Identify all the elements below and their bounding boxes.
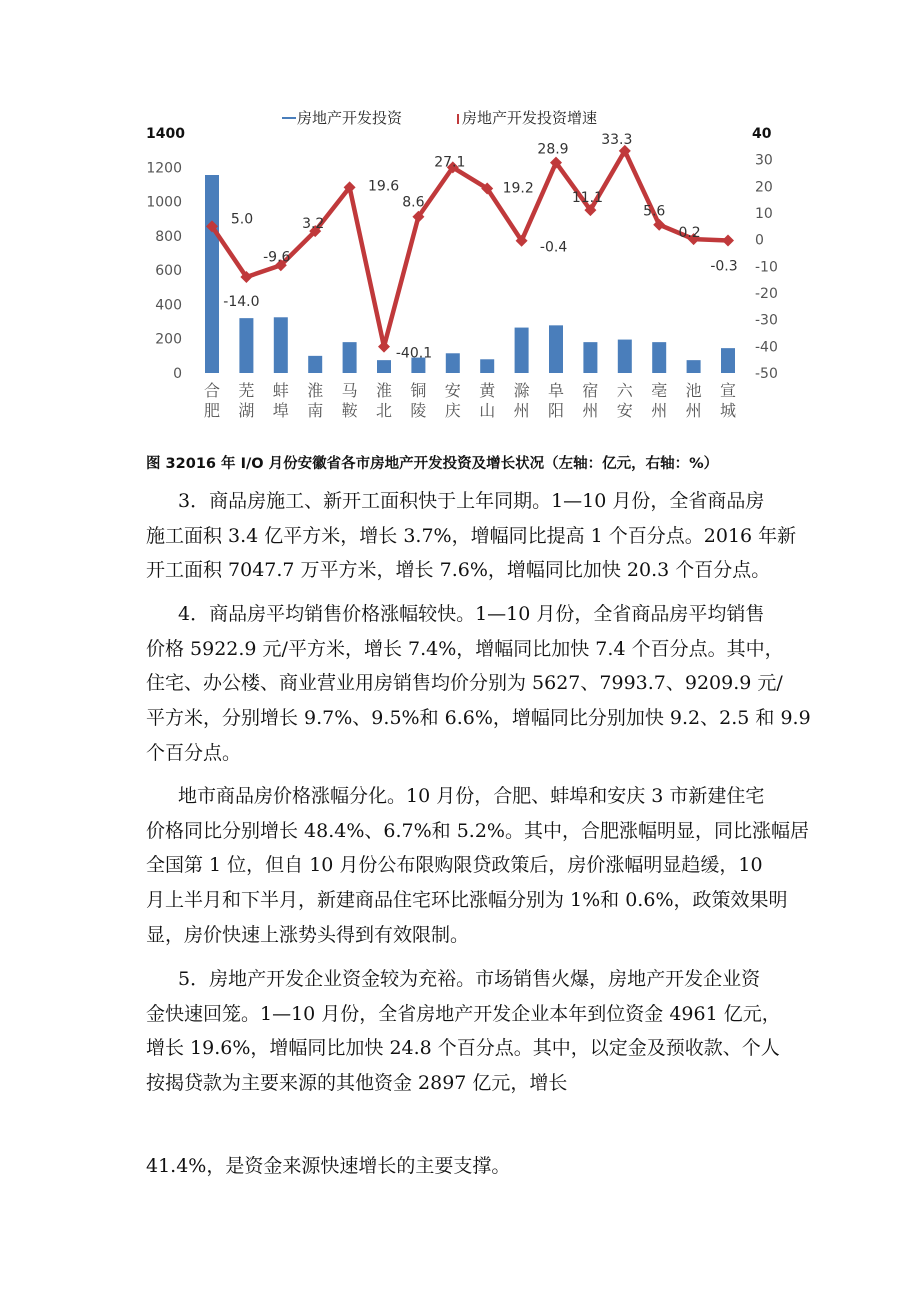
figure-caption: 图 32016 年 I/O 月份安徽省各市房地产开发投资及增长状况（左轴：亿元，右轴：%） xyxy=(146,456,719,472)
line-point xyxy=(722,234,734,246)
paragraph-line: 3．商品房施工、新开工面积快于上年同期。1—10 月份，全省商品房 xyxy=(178,490,765,512)
paragraph-5 xyxy=(146,962,790,1101)
bar xyxy=(343,342,357,373)
chart-legend xyxy=(282,109,597,127)
data-label: 28.9 xyxy=(537,141,569,158)
right-tick-label: 40 xyxy=(752,126,772,142)
data-label: -0.3 xyxy=(710,258,738,275)
bar xyxy=(274,317,288,373)
bar xyxy=(377,360,391,373)
right-tick-label: 0 xyxy=(755,232,764,249)
category-label: 淮北 xyxy=(375,381,393,420)
data-label: -14.0 xyxy=(223,294,260,310)
data-label: 19.2 xyxy=(502,180,534,197)
left-tick-label: 200 xyxy=(155,331,182,348)
paragraph-line: 平方米，分别增长 9.7%、9.5%和 6.6%，增幅同比分别加快 9.2、2.5 和 9.9 xyxy=(146,707,811,730)
left-axis xyxy=(146,126,185,382)
left-tick-label: 400 xyxy=(155,297,182,314)
bar xyxy=(515,328,529,373)
right-tick-label: -10 xyxy=(755,259,778,276)
paragraph-3 xyxy=(146,484,797,588)
left-tick-label: 800 xyxy=(155,228,182,245)
bar xyxy=(549,325,563,373)
legend-line-label: 房地产开发投资增速 xyxy=(462,109,598,127)
paragraph-line: 金快速回笼。1—10 月份，全省房地产开发企业本年到位资金 4961 亿元， xyxy=(146,1002,781,1025)
bar xyxy=(583,342,597,373)
paragraph-line: 地市商品房价格涨幅分化。10 月份，合肥、蚌埠和安庆 3 市新建住宅 xyxy=(178,785,765,807)
data-label: 5.6 xyxy=(643,203,666,220)
bar xyxy=(239,318,253,373)
category-label: 铜陵 xyxy=(410,381,427,420)
paragraph-line: 按揭贷款为主要来源的其他资金 2897 亿元，增长 xyxy=(146,1072,568,1095)
category-label: 蚌埠 xyxy=(272,381,289,420)
paragraph-line: 显，房价快速上涨势头得到有效限制。 xyxy=(146,923,470,946)
category-label: 黄山 xyxy=(479,381,496,420)
left-tick-label: 1000 xyxy=(146,194,182,211)
category-label: 马鞍 xyxy=(341,381,358,420)
left-tick-label: 600 xyxy=(155,263,182,280)
bar xyxy=(308,356,322,373)
right-tick-label: 20 xyxy=(755,179,773,196)
bar xyxy=(652,342,666,373)
data-label: 8.6 xyxy=(402,194,425,211)
investment-chart xyxy=(0,0,920,440)
data-label: 27.1 xyxy=(434,154,466,171)
bar xyxy=(618,340,632,373)
category-label: 宿州 xyxy=(582,381,599,420)
paragraph-line: 价格 5922.9 元/平方米，增长 7.4%，增幅同比加快 7.4 个百分点。其中， xyxy=(146,637,784,660)
data-label: 33.3 xyxy=(601,131,633,148)
data-label: 3.2 xyxy=(302,216,325,233)
legend-bar-label: 房地产开发投资 xyxy=(297,109,403,127)
category-axis xyxy=(204,381,736,420)
data-label: 19.6 xyxy=(368,178,400,195)
category-label: 安庆 xyxy=(444,381,461,420)
paragraph-line: 施工面积 3.4 亿平方米，增长 3.7%，增幅同比提高 1 个百分点。2016 年新 xyxy=(146,524,797,547)
paragraph-line: 增长 19.6%，增幅同比加快 24.8 个百分点。其中，以定金及预收款、个人 xyxy=(146,1037,780,1060)
bar xyxy=(205,175,219,373)
category-label: 阜阳 xyxy=(547,381,565,420)
data-label: -40.1 xyxy=(395,345,433,362)
right-tick-label: -40 xyxy=(755,339,778,356)
left-tick-label: 1400 xyxy=(146,126,185,142)
data-label: -9.6 xyxy=(263,249,291,266)
data-label: 5.0 xyxy=(230,211,254,228)
paragraph-4 xyxy=(146,597,811,771)
right-tick-label: 10 xyxy=(755,206,773,222)
right-axis xyxy=(752,126,778,382)
paragraph-line: 4．商品房平均销售价格涨幅较快。1—10 月份，全省商品房平均销售 xyxy=(178,603,765,625)
paragraph-line: 41.4%，是资金来源快速增长的主要支撑。 xyxy=(146,1155,511,1177)
data-label: 0.2 xyxy=(678,225,701,242)
bar xyxy=(721,348,735,373)
paragraph-line: 5．房地产开发企业资金较为充裕。市场销售火爆，房地产开发企业资 xyxy=(178,968,761,990)
category-label: 淮南 xyxy=(307,381,324,420)
right-tick-label: -30 xyxy=(755,312,778,329)
bar xyxy=(687,360,701,373)
right-tick-label: 30 xyxy=(755,152,773,169)
paragraph-line: 月上半月和下半月，新建商品住宅环比涨幅分别为 1%和 0.6%，政策效果明 xyxy=(146,889,788,912)
category-label: 合肥 xyxy=(203,381,221,420)
bar xyxy=(480,359,494,373)
category-label: 六安 xyxy=(616,381,633,420)
paragraph-city-prices xyxy=(146,779,809,953)
left-tick-label: 1200 xyxy=(146,160,182,177)
category-label: 滁州 xyxy=(513,381,530,420)
category-label: 宣城 xyxy=(719,381,737,420)
paragraph-line: 价格同比分别增长 48.4%、6.7%和 5.2%。其中，合肥涨幅明显，同比涨幅居 xyxy=(146,819,809,842)
right-tick-label: -50 xyxy=(755,366,778,382)
right-tick-label: -20 xyxy=(755,286,778,302)
bar xyxy=(446,353,460,373)
paragraph-line: 全国第 1 位，但自 10 月份公布限购限贷政策后，房价涨幅明显趋缓，10 xyxy=(146,854,763,877)
category-label: 芜湖 xyxy=(238,381,255,420)
paragraph-line: 个百分点。 xyxy=(146,741,242,764)
category-label: 亳州 xyxy=(651,381,668,420)
data-label: -0.4 xyxy=(539,239,568,256)
paragraph-5-tail xyxy=(146,1149,758,1184)
line-point xyxy=(378,341,390,353)
left-tick-label: 0 xyxy=(173,366,182,382)
paragraph-line: 住宅、办公楼、商业营业用房销售均价分别为 5627、7993.7、9209.9 元/ xyxy=(146,672,783,695)
paragraph-line: 开工面积 7047.7 万平方米，增长 7.6%，增幅同比加快 20.3 个百分点。 xyxy=(146,559,771,582)
category-label: 池州 xyxy=(685,381,702,420)
data-label: 11.1 xyxy=(571,190,603,207)
